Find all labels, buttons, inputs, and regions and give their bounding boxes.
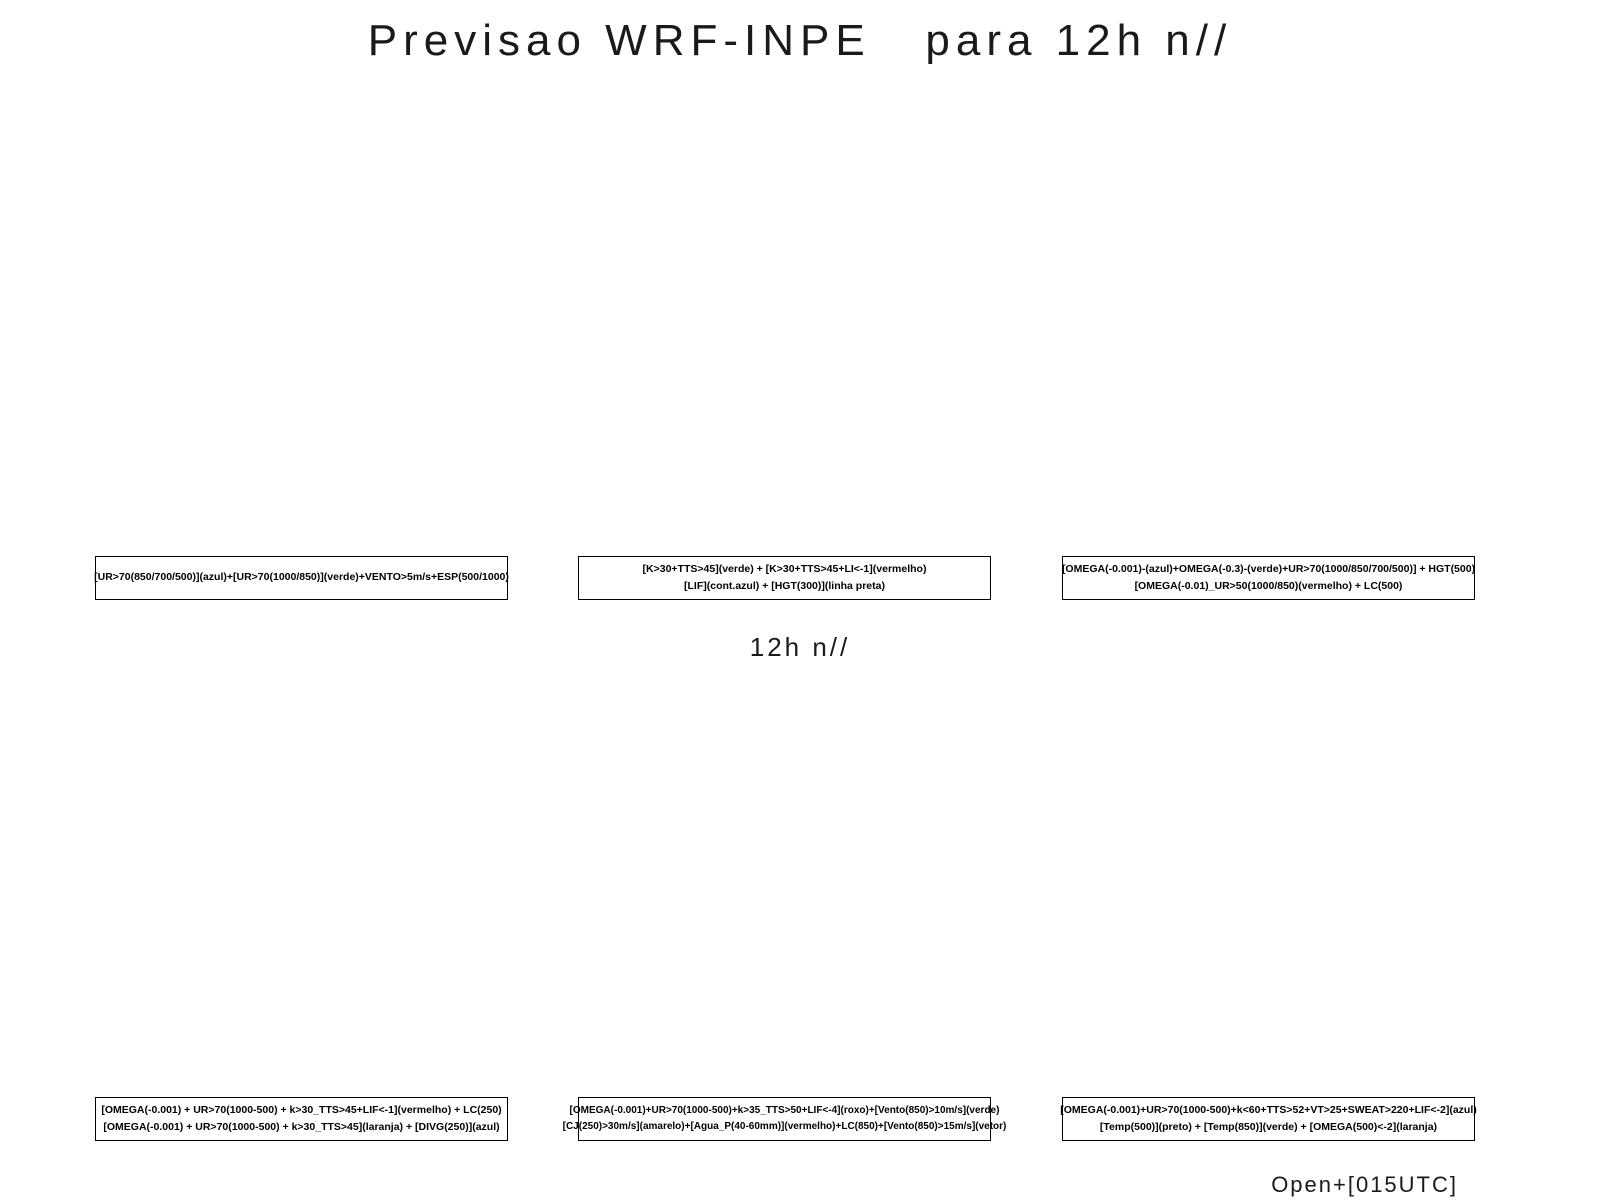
legend-box-bottom-left bbox=[95, 1097, 508, 1141]
legend-line: [OMEGA(-0.001) + UR>70(1000-500) + k>30_TTS>45](laranja) + [DIVG(250)](azul) bbox=[103, 1121, 500, 1133]
legend-box-bottom-right bbox=[1062, 1097, 1475, 1141]
legend-line: [Temp(500)](preto) + [Temp(850)](verde) + [OMEGA(500)<-2](laranja) bbox=[1099, 1121, 1438, 1133]
page-title: Previsao WRF-INPE para 12h n// bbox=[367, 16, 1233, 65]
legend-box-top-right bbox=[1062, 556, 1475, 600]
legend-box-bottom-middle bbox=[562, 1097, 1007, 1141]
footer-timestamp: Open+[015UTC] bbox=[1271, 1172, 1458, 1197]
legend-line: [OMEGA(-0.01)_UR>50(1000/850)(vermelho) + LC(500) bbox=[1134, 580, 1403, 592]
legend-line: [OMEGA(-0.001) + UR>70(1000-500) + k>30_TTS>45+LIF<-1](vermelho) + LC(250) bbox=[101, 1103, 502, 1116]
section-subtitle: 12h n// bbox=[749, 632, 851, 662]
legend-line: [CJ(250)>30m/s](amarelo)+[Agua_P(40-60mm)](vermelho)+LC(850)+[Vento(850)>15m/s](vetor) bbox=[562, 1121, 1007, 1132]
legend-line: [OMEGA(-0.001)-(azul)+OMEGA(-0.3)-(verde)+UR>70(1000/850/700/500)] + HGT(500) bbox=[1061, 562, 1476, 575]
legend-line: [LIF](cont.azul) + [HGT(300)](linha preta) bbox=[684, 580, 885, 592]
legend-line: [UR>70(850/700/500)](azul)+[UR>70(1000/850)](verde)+VENTO>5m/s+ESP(500/1000) bbox=[94, 571, 509, 584]
legend-box-top-middle bbox=[578, 556, 991, 600]
legend-line: [OMEGA(-0.001)+UR>70(1000-500)+k>35_TTS>50+LIF<-4](roxo)+[Vento(850)>10m/s](verde) bbox=[569, 1104, 1000, 1116]
legend-box-top-left bbox=[95, 556, 508, 600]
legend-line: [OMEGA(-0.001)+UR>70(1000-500)+k<60+TTS>52+VT>25+SWEAT>220+LIF<-2](azul) bbox=[1060, 1103, 1477, 1116]
legend-line: [K>30+TTS>45](verde) + [K>30+TTS>45+LI<-1](vermelho) bbox=[642, 562, 927, 575]
